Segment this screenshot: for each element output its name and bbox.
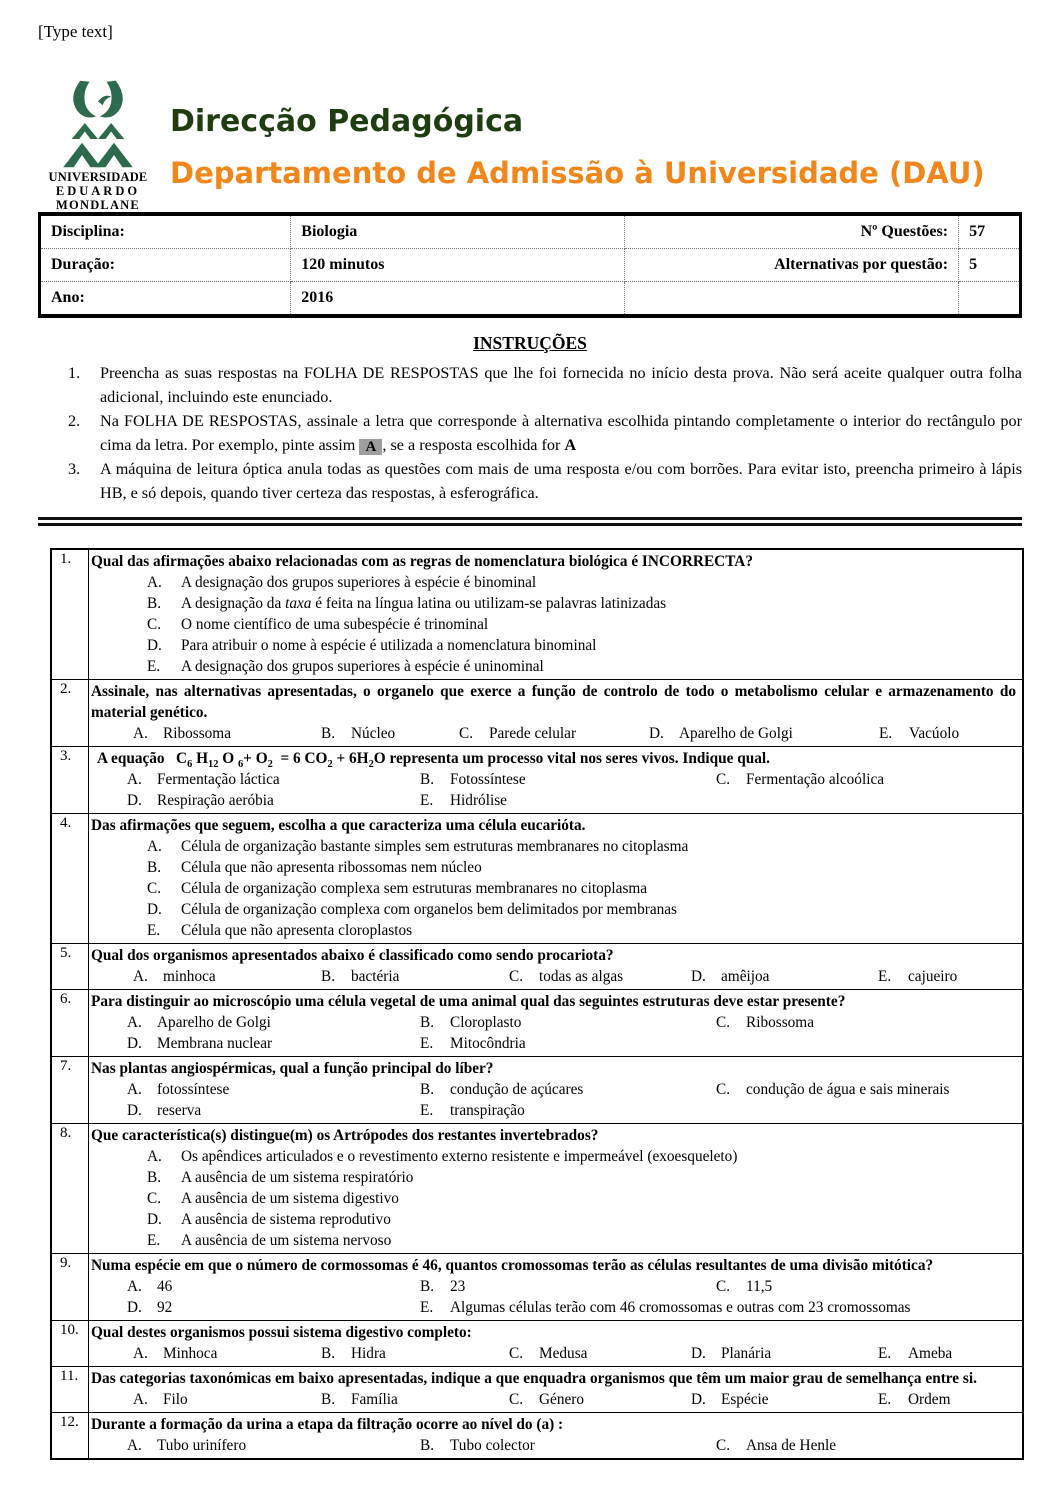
- option: [420, 1079, 716, 1100]
- option: [878, 1343, 1016, 1364]
- option-letter: D.: [147, 901, 162, 918]
- option: [147, 899, 1016, 920]
- option-text: O nome científico de uma subespécie é trinominal: [181, 616, 489, 633]
- question-text: A equação $C_6$ $H_{12}$ O $_6+ O_2 = 6$ $CO_2 + 6H_2O$ representa um processo vital nos seres vivos. Indique qual.: [97, 750, 770, 771]
- logo-caption-line: MONDLANE: [56, 198, 140, 212]
- info-value: 5: [959, 249, 1021, 282]
- question-text: Das categorias taxonómicas em baixo apresentadas, indique a que enquadra organismos que têm um maior grau de semelhança entre si.: [91, 1370, 977, 1387]
- question-number: 5.: [52, 944, 89, 989]
- option-letter: D.: [691, 1345, 706, 1362]
- option-text: Ordem: [908, 1391, 951, 1408]
- option: [420, 1435, 716, 1456]
- option: [459, 723, 649, 744]
- option: [147, 1230, 1016, 1251]
- option: [133, 723, 321, 744]
- option-text: A designação dos grupos superiores à espécie é binominal: [181, 574, 537, 591]
- options-row: [91, 1389, 1016, 1410]
- option: [321, 966, 509, 987]
- option-text: Os apêndices articulados e o revestimento externo resistente e impermeável (exoesqueleto): [181, 1148, 738, 1165]
- option-letter: C.: [147, 880, 162, 897]
- option-letter: E.: [420, 1299, 434, 1316]
- option: [127, 1297, 420, 1318]
- option-text: 11,5: [746, 1278, 773, 1295]
- question-row: [52, 1057, 1022, 1124]
- option-letter: D.: [691, 1391, 706, 1408]
- question-row: [52, 1413, 1022, 1458]
- option: [133, 1343, 321, 1364]
- option-letter: C.: [509, 1345, 524, 1362]
- question-number: 3.: [52, 747, 89, 813]
- option-text: Mitocôndria: [450, 1035, 526, 1052]
- option: [879, 723, 1016, 744]
- option: [127, 1033, 420, 1054]
- option-text: Família: [351, 1391, 398, 1408]
- option-letter: E.: [147, 658, 161, 675]
- option-letter: E.: [879, 725, 893, 742]
- option: [127, 1276, 420, 1297]
- options-row: [91, 1100, 1016, 1121]
- option-letter: B.: [420, 1437, 435, 1454]
- option-text: Fermentação láctica: [157, 771, 280, 788]
- question-text: Qual das afirmações abaixo relacionadas com as regras de nomenclatura biológica é INCORRECTA?: [91, 553, 753, 570]
- options-row: [91, 1343, 1016, 1364]
- option: [420, 769, 716, 790]
- option-text: A ausência de um sistema nervoso: [181, 1232, 392, 1249]
- questions-table: [50, 548, 1024, 1460]
- option-text: A designação dos grupos superiores à espécie é uninominal: [181, 658, 544, 675]
- option-text: A ausência de sistema reprodutivo: [181, 1211, 391, 1228]
- option: [321, 1389, 509, 1410]
- info-row: [40, 282, 1021, 317]
- option: [716, 1079, 1016, 1100]
- exam-info-table: [38, 212, 1022, 318]
- filled-answer-box-example: A: [359, 439, 382, 455]
- option: [420, 1276, 716, 1297]
- option: [127, 1079, 420, 1100]
- question-row: [52, 1124, 1022, 1254]
- option-letter: B.: [420, 1081, 435, 1098]
- question-row: [52, 680, 1022, 747]
- option-text: Minhoca: [163, 1345, 218, 1362]
- options-row: [91, 1276, 1016, 1297]
- option-letter: A.: [127, 771, 142, 788]
- option-letter: D.: [127, 1035, 142, 1052]
- question-number: 11.: [52, 1367, 89, 1412]
- option-letter: D.: [127, 1299, 142, 1316]
- option: [420, 1297, 1016, 1318]
- option: [147, 1188, 1016, 1209]
- option-letter: A.: [147, 1148, 162, 1165]
- question-body: [89, 1367, 1022, 1412]
- option-text: 46: [157, 1278, 173, 1295]
- info-row: [40, 214, 1021, 249]
- option: [420, 1012, 716, 1033]
- info-value: 2016: [291, 282, 625, 317]
- instructions-list: [38, 361, 1022, 505]
- option-letter: E.: [147, 922, 161, 939]
- option-letter: B.: [147, 1169, 162, 1186]
- option-text: Membrana nuclear: [157, 1035, 273, 1052]
- options-row: [91, 790, 1016, 811]
- option-text: Medusa: [539, 1345, 588, 1362]
- instruction-number: 1.: [68, 364, 81, 382]
- option-letter: C.: [716, 1014, 731, 1031]
- logo-caption: [38, 170, 158, 212]
- option-text: Fotossíntese: [450, 771, 526, 788]
- option-letter: B.: [420, 1014, 435, 1031]
- option-letter: D.: [127, 792, 142, 809]
- option-text: Filo: [163, 1391, 188, 1408]
- option: [127, 769, 420, 790]
- option-text: Célula de organização complexa sem estruturas membranares no citoplasma: [181, 880, 648, 897]
- option: [691, 1389, 878, 1410]
- option: [147, 614, 1016, 635]
- option-letter: C.: [716, 1437, 731, 1454]
- option: [147, 857, 1016, 878]
- type-text-placeholder: [Type text]: [38, 22, 113, 41]
- instruction-text: [100, 409, 1022, 457]
- option: [716, 1276, 1016, 1297]
- question-number: 2.: [52, 680, 89, 746]
- option: [321, 723, 459, 744]
- option-text: cajueiro: [908, 968, 958, 985]
- option: [509, 966, 691, 987]
- option-letter: B.: [147, 859, 162, 876]
- option: [147, 920, 1016, 941]
- question-text: Para distinguir ao microscópio uma célula vegetal de uma animal qual das seguintes estruturas deve estar presente?: [91, 993, 846, 1010]
- instructions-title: INSTRUÇÕES: [473, 333, 587, 353]
- question-row: [52, 1367, 1022, 1413]
- option-text: amêijoa: [721, 968, 770, 985]
- info-label: Duração:: [40, 249, 291, 282]
- double-rule-divider: [38, 517, 1022, 526]
- question-body: [89, 1321, 1022, 1366]
- option-letter: A.: [127, 1014, 142, 1031]
- option: [509, 1343, 691, 1364]
- question-body: [89, 680, 1022, 746]
- option-letter: C.: [509, 968, 524, 985]
- question-body: [89, 747, 1022, 813]
- info-value: Biologia: [291, 214, 625, 249]
- option-letter: A.: [133, 1345, 148, 1362]
- option: [716, 769, 1016, 790]
- options-list: [91, 1146, 1016, 1251]
- instruction-text: Preencha as suas respostas na FOLHA DE RESPOSTAS que lhe foi fornecida no início desta prova. Não será aceite qualquer outra folha adicional, incluindo este enunciado.: [100, 364, 1022, 406]
- question-row: [52, 1254, 1022, 1321]
- option-text: A ausência de um sistema digestivo: [181, 1190, 399, 1207]
- option-text: 92: [157, 1299, 173, 1316]
- option-letter: D.: [147, 1211, 162, 1228]
- option: [147, 572, 1016, 593]
- option-letter: E.: [147, 1232, 161, 1249]
- option-text: condução de açúcares: [450, 1081, 584, 1098]
- option-letter: A.: [133, 725, 148, 742]
- option: [321, 1343, 509, 1364]
- option-letter: D.: [649, 725, 664, 742]
- option: [147, 635, 1016, 656]
- question-text: Qual dos organismos apresentados abaixo é classificado como sendo procariota?: [91, 947, 614, 964]
- option-text: Aparelho de Golgi: [679, 725, 793, 742]
- question-number: 6.: [52, 990, 89, 1056]
- option: [133, 1389, 321, 1410]
- options-list: [91, 836, 1016, 941]
- question-body: [89, 1413, 1022, 1458]
- option: [878, 1389, 1016, 1410]
- option-text: transpiração: [450, 1102, 525, 1119]
- question-number: 4.: [52, 814, 89, 943]
- option: [127, 1435, 420, 1456]
- info-value: 120 minutos: [291, 249, 625, 282]
- option-text: Espécie: [721, 1391, 769, 1408]
- options-row: [91, 1297, 1016, 1318]
- option-letter: B.: [321, 1391, 336, 1408]
- option: [127, 1100, 420, 1121]
- options-row: [91, 1079, 1016, 1100]
- option-text: todas as algas: [539, 968, 624, 985]
- option-letter: C.: [459, 725, 474, 742]
- logo-caption-line: EDUARDO: [55, 184, 141, 198]
- option-letter: A.: [133, 1391, 148, 1408]
- option-text: Tubo urinífero: [157, 1437, 247, 1454]
- question-number: 10.: [52, 1321, 89, 1366]
- option-text: Célula que não apresenta ribossomas nem núcleo: [181, 859, 482, 876]
- option-letter: E.: [420, 1102, 434, 1119]
- option-letter: B.: [420, 771, 435, 788]
- question-number: 7.: [52, 1057, 89, 1123]
- option-letter: B.: [321, 725, 336, 742]
- option-text: reserva: [157, 1102, 202, 1119]
- question-body: [89, 550, 1022, 679]
- option-text: A designação da taxa é feita na língua latina ou utilizam-se palavras latinizadas: [181, 595, 667, 612]
- direccao-pedagogica-title: Direcção Pedagógica: [170, 104, 524, 139]
- option: [691, 966, 878, 987]
- option-text: A ausência de um sistema respiratório: [181, 1169, 414, 1186]
- option: [147, 878, 1016, 899]
- option-letter: C.: [716, 771, 731, 788]
- option-letter: A.: [127, 1081, 142, 1098]
- question-number: 12.: [52, 1413, 89, 1458]
- instruction-item: [68, 361, 1022, 409]
- option-letter: C.: [716, 1081, 731, 1098]
- info-label: Disciplina:: [40, 214, 291, 249]
- question-text: Das afirmações que seguem, escolha a que caracteriza uma célula eucarióta.: [91, 817, 586, 834]
- option-letter: E.: [878, 1391, 892, 1408]
- option: [147, 593, 1016, 614]
- option-text: Ribossoma: [746, 1014, 814, 1031]
- option: [509, 1389, 691, 1410]
- option-text: Para atribuir o nome à espécie é utilizada a nomenclatura binominal: [181, 637, 597, 654]
- option-text: Ameba: [908, 1345, 953, 1362]
- option-letter: C.: [147, 1190, 162, 1207]
- option-text: minhoca: [163, 968, 216, 985]
- option-text: Planária: [721, 1345, 772, 1362]
- option: [420, 790, 716, 811]
- option: [420, 1033, 716, 1054]
- info-value: [959, 282, 1021, 317]
- option-letter: C.: [716, 1278, 731, 1295]
- question-row: [52, 550, 1022, 680]
- option-text: Núcleo: [351, 725, 396, 742]
- option-text: Hidra: [351, 1345, 386, 1362]
- option-letter: D.: [691, 968, 706, 985]
- option-letter: A.: [147, 574, 162, 591]
- info-label: Nº Questões:: [625, 214, 959, 249]
- option-text: Tubo colector: [450, 1437, 535, 1454]
- header-titles: [170, 78, 985, 190]
- option: [147, 1167, 1016, 1188]
- option-text: Célula de organização bastante simples sem estruturas membranares no citoplasma: [181, 838, 689, 855]
- options-list: [91, 572, 1016, 677]
- option-letter: B.: [420, 1278, 435, 1295]
- options-row: [91, 1033, 1016, 1054]
- options-row: [91, 1012, 1016, 1033]
- question-number: 9.: [52, 1254, 89, 1320]
- option-letter: D.: [127, 1102, 142, 1119]
- option-text: Cloroplasto: [450, 1014, 522, 1031]
- option-text: Ribossoma: [163, 725, 231, 742]
- option: [878, 966, 1016, 987]
- question-text: Nas plantas angiospérmicas, qual a função principal do líber?: [91, 1060, 494, 1077]
- instruction-text: A máquina de leitura óptica anula todas as questões com mais de uma resposta e/ou com borrões. Para evitar isto, preencha primeiro à lápis HB, e só depois, quando tiver certeza das respostas, à esferográfica.: [100, 460, 1022, 502]
- question-row: [52, 990, 1022, 1057]
- instruction-item: [68, 457, 1022, 505]
- option-text: condução de água e sais minerais: [746, 1081, 950, 1098]
- question-row: [52, 944, 1022, 990]
- option-letter: E.: [420, 1035, 434, 1052]
- question-text: Que característica(s) distingue(m) os Artrópodes dos restantes invertebrados?: [91, 1127, 599, 1144]
- instruction-number: 3.: [68, 460, 81, 478]
- options-row: [91, 769, 1016, 790]
- option-letter: C.: [509, 1391, 524, 1408]
- options-row: [91, 723, 1016, 744]
- question-body: [89, 1124, 1022, 1253]
- info-label: [625, 282, 959, 317]
- option-letter: B.: [321, 968, 336, 985]
- option: [147, 1209, 1016, 1230]
- option-text: Parede celular: [489, 725, 577, 742]
- option-text: Ansa de Henle: [746, 1437, 837, 1454]
- option-text: Hidrólise: [450, 792, 507, 809]
- option: [127, 1012, 420, 1033]
- document-header: [38, 78, 1022, 212]
- question-text: Assinale, nas alternativas apresentadas, o organelo que exerce a função de controlo de todo o metabolismo celular e armazenamento do material genético.: [91, 683, 1016, 721]
- option-letter: A.: [127, 1278, 142, 1295]
- question-row: [52, 1321, 1022, 1367]
- question-number: 8.: [52, 1124, 89, 1253]
- option-text: fotossíntese: [157, 1081, 230, 1098]
- option-letter: E.: [420, 792, 434, 809]
- option-text: Respiração aeróbia: [157, 792, 274, 809]
- option: [716, 1435, 1016, 1456]
- option-letter: D.: [147, 637, 162, 654]
- info-label: Alternativas por questão:: [625, 249, 959, 282]
- option-letter: B.: [147, 595, 162, 612]
- option-text: Vacúolo: [909, 725, 960, 742]
- option-letter: B.: [321, 1345, 336, 1362]
- answer-letter-bold: A: [564, 436, 577, 454]
- option-text: 23: [450, 1278, 466, 1295]
- instruction-text-before: Na FOLHA DE RESPOSTAS, assinale a letra que corresponde à alternativa escolhida pintando completamente o interior do rectângulo por cima da letra. Por exemplo, pinte assim: [100, 412, 1022, 454]
- option-text: Célula que não apresenta cloroplastos: [181, 922, 413, 939]
- option-text: Fermentação alcoólica: [746, 771, 885, 788]
- options-row: [91, 966, 1016, 987]
- option-text: bactéria: [351, 968, 400, 985]
- info-label: Ano:: [40, 282, 291, 317]
- info-value: 57: [959, 214, 1021, 249]
- option: [691, 1343, 878, 1364]
- option-text: Aparelho de Golgi: [157, 1014, 271, 1031]
- instruction-number: 2.: [68, 412, 81, 430]
- logo-caption-line: UNIVERSIDADE: [48, 170, 148, 184]
- option-letter: C.: [147, 616, 162, 633]
- question-number: 1.: [52, 550, 89, 679]
- question-text: Numa espécie em que o número de cormossomas é 46, quantos cromossomas terão as células resultantes de uma divisão mitótica?: [91, 1257, 934, 1274]
- uem-emblem-icon: [51, 78, 145, 170]
- option: [716, 1012, 1016, 1033]
- option-text: Algumas células terão com 46 cromossomas e outras com 23 cromossomas: [450, 1299, 911, 1316]
- question-text: Qual destes organismos possui sistema digestivo completo:: [91, 1324, 472, 1341]
- option: [420, 1100, 716, 1121]
- question-body: [89, 814, 1022, 943]
- question-row: [52, 814, 1022, 944]
- option: [649, 723, 879, 744]
- options-row: [91, 1435, 1016, 1456]
- option-letter: E.: [878, 968, 892, 985]
- option-letter: A.: [127, 1437, 142, 1454]
- option: [147, 1146, 1016, 1167]
- question-body: [89, 990, 1022, 1056]
- info-row: [40, 249, 1021, 282]
- question-row: [52, 747, 1022, 814]
- option-letter: A.: [147, 838, 162, 855]
- option-text: Género: [539, 1391, 585, 1408]
- departamento-dau-title: Departamento de Admissão à Universidade (DAU): [170, 156, 985, 190]
- option: [147, 656, 1016, 677]
- instruction-item: [68, 409, 1022, 457]
- question-body: [89, 944, 1022, 989]
- question-body: [89, 1057, 1022, 1123]
- uem-logo: [38, 78, 158, 212]
- option-text: Célula de organização complexa com organelos bem delimitados por membranas: [181, 901, 677, 918]
- option-letter: E.: [878, 1345, 892, 1362]
- question-body: [89, 1254, 1022, 1320]
- instruction-text-after: , se a resposta escolhida for: [382, 436, 565, 454]
- option: [147, 836, 1016, 857]
- option: [133, 966, 321, 987]
- option: [127, 790, 420, 811]
- question-text: Durante a formação da urina a etapa da filtração ocorre ao nível do (a) :: [91, 1416, 564, 1433]
- option-letter: A.: [133, 968, 148, 985]
